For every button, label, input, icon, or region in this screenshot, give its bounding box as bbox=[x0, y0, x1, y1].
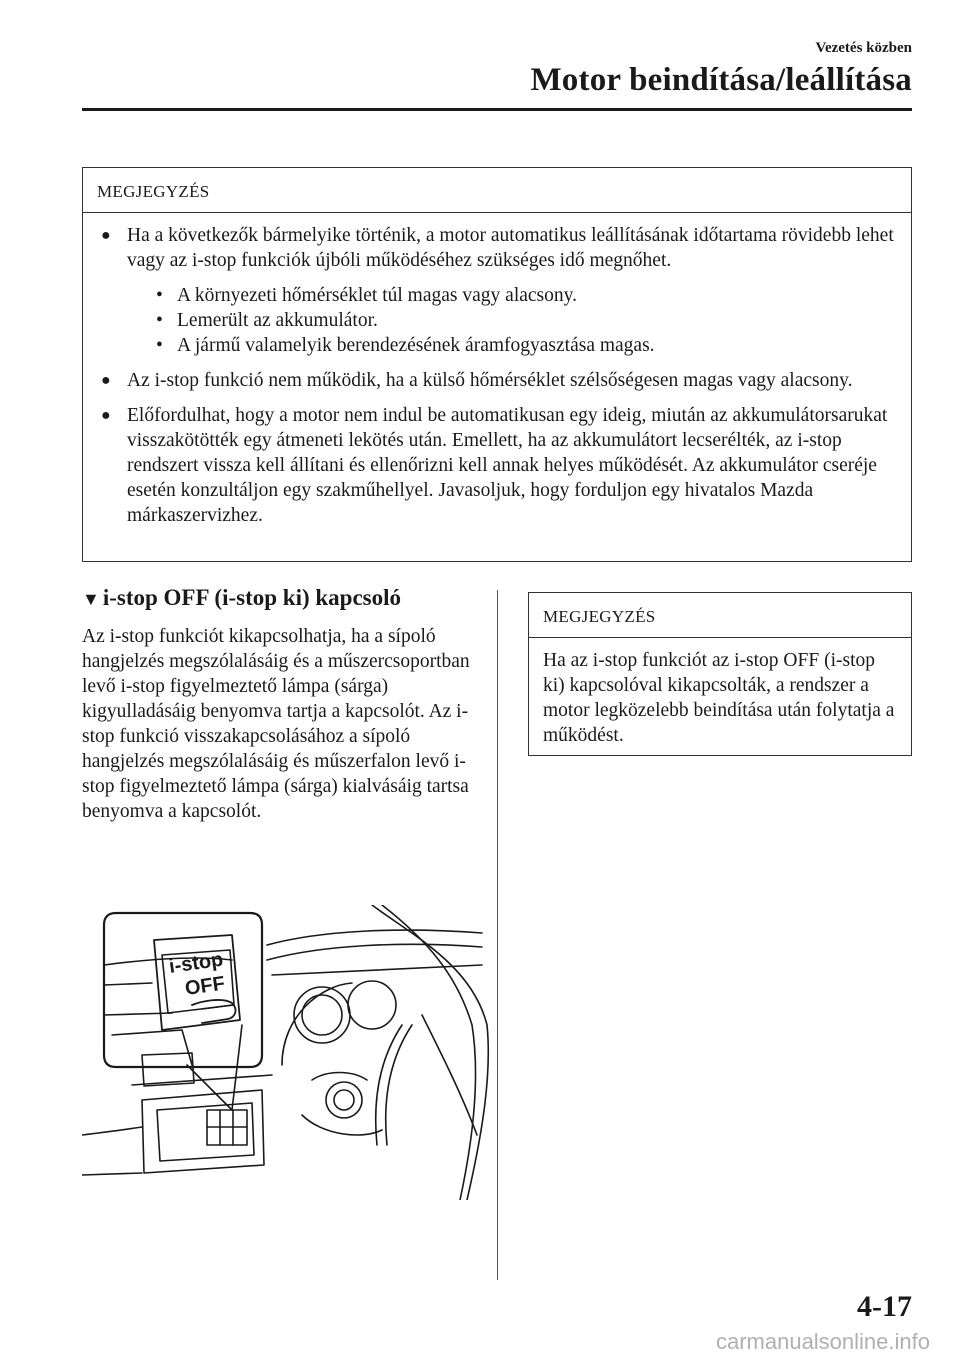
right-note-box bbox=[528, 592, 912, 756]
dashboard-illustration bbox=[82, 905, 492, 1200]
header-rule bbox=[82, 108, 912, 111]
note-bullet-text: Előfordulhat, hogy a motor nem indul be automatikusan egy ideig, miután az akkumulátorsarukat visszakötötték egy átmeneti lekötés után. Emellett, ha az akkumulátort lecserélték, az i-stop rendszert vissza kell állítani és ellenőrizni kell annak helyes működését. Az akkumulátor cseréje esetén konzultáljon egy szakműhellyel. Javasoljuk, hogy forduljon egy hivatalos Mazda márkaszervizhez. bbox=[127, 405, 888, 527]
section-heading bbox=[82, 585, 401, 611]
section-body: Az i-stop funkciót kikapcsolhatja, ha a sípoló hangjelzés megszólalásáig és a műszercsoportban levő i-stop figyelmeztető lámpa (sárga) kigyulladásáig benyomva tartja a kapcsolót. Az i-stop funkció visszakapcsolásához a sípoló hangjelzés megszólalásáig és műszerfalon levő i-stop figyelmeztető lámpa (sárga) kialvásáig tartsa benyomva a kapcsolót. bbox=[82, 626, 470, 822]
sub-item bbox=[153, 308, 897, 333]
illustration-label-2: OFF bbox=[183, 972, 227, 1000]
note-bullet-2 bbox=[101, 368, 897, 393]
note-bullet-1 bbox=[101, 223, 897, 358]
bullet-icon: ● bbox=[101, 227, 111, 245]
section-title: i-stop OFF (i-stop ki) kapcsoló bbox=[102, 585, 401, 610]
note-heading: MEGJEGYZÉS bbox=[97, 182, 210, 201]
triangle-down-icon: ▼ bbox=[82, 589, 100, 609]
sub-item bbox=[153, 283, 897, 308]
sub-item-text: A jármű valamelyik berendezésének áramfogyasztása magas. bbox=[177, 335, 655, 357]
note-bullet-text: Ha a következők bármelyike történik, a motor automatikus leállításának időtartama rövidebb lehet vagy az i-stop funkciók újbóli működéséhez szükséges idő megnőhet. bbox=[127, 225, 894, 272]
note-bullet-3 bbox=[101, 403, 897, 528]
note-body bbox=[83, 213, 911, 528]
sub-list bbox=[153, 283, 897, 358]
illustration-label-1: i-stop bbox=[167, 948, 225, 978]
chapter-title: Motor beindítása/leállítása bbox=[530, 62, 912, 98]
sub-item-text: Lemerült az akkumulátor. bbox=[177, 310, 378, 332]
note-body: Ha az i-stop funkciót az i-stop OFF (i-stop ki) kapcsolóval kikapcsolták, a rendszer a motor legközelebb beindítása után folytatja a működést. bbox=[543, 650, 895, 747]
page-number: 4-17 bbox=[857, 1290, 912, 1323]
sub-bullet-icon: • bbox=[156, 335, 163, 357]
top-note-box bbox=[82, 167, 912, 562]
note-heading: MEGJEGYZÉS bbox=[543, 607, 656, 626]
watermark: carmanualsonline.info bbox=[715, 1329, 930, 1354]
sub-bullet-icon: • bbox=[156, 285, 163, 307]
sub-item-text: A környezeti hőmérséklet túl magas vagy alacsony. bbox=[177, 285, 577, 307]
section-label: Vezetés közben bbox=[815, 40, 912, 56]
bullet-icon: ● bbox=[101, 372, 111, 390]
sub-bullet-icon: • bbox=[156, 310, 163, 332]
column-divider bbox=[497, 590, 498, 1280]
bullet-icon: ● bbox=[101, 407, 111, 425]
note-bullet-text: Az i-stop funkció nem működik, ha a külső hőmérséklet szélsőségesen magas vagy alacsony. bbox=[127, 370, 853, 392]
sub-item bbox=[153, 333, 897, 358]
